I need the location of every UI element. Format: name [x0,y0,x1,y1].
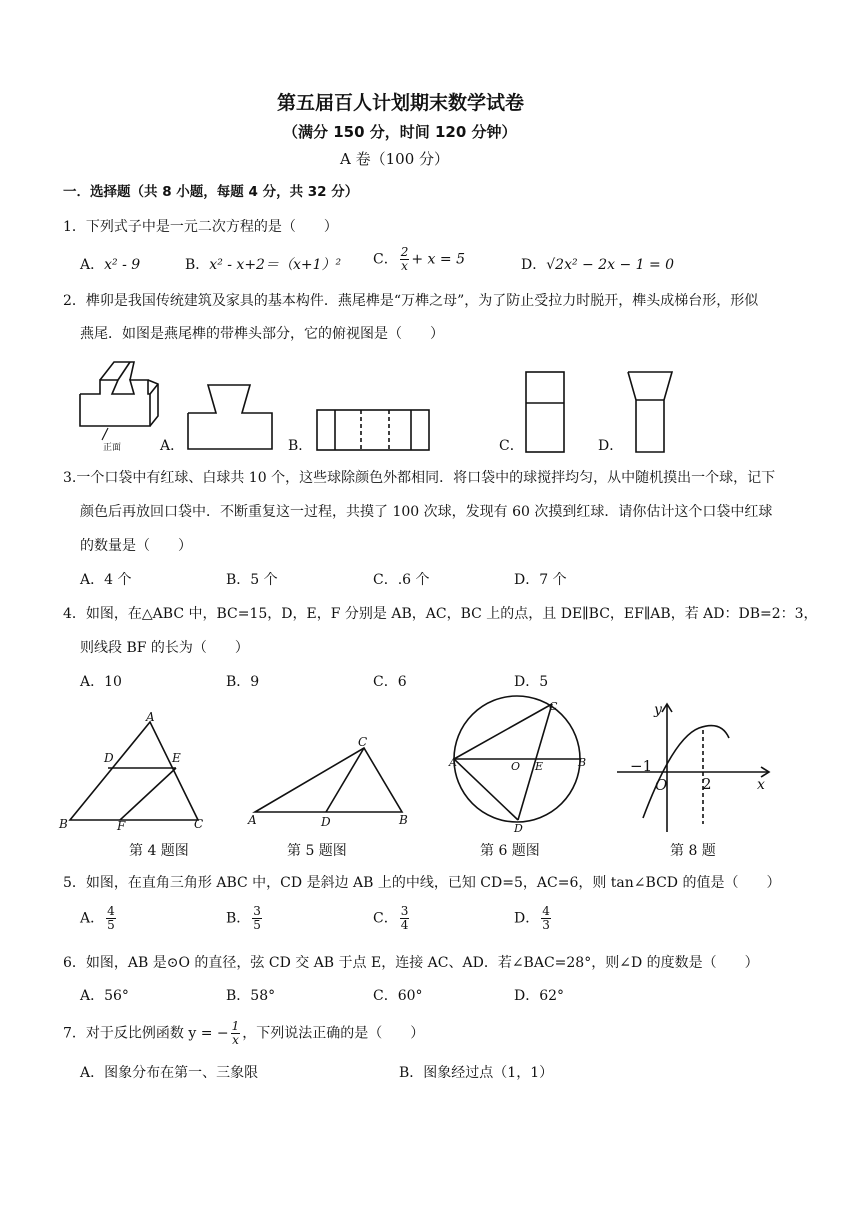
q2-option-b-figure [315,408,435,453]
fig4-label-d: D [104,751,114,765]
exam-title: 第五届百人计划期末数学试卷 [277,92,525,114]
q7-stem-post: ，下列说法正确的是（ ） [242,1025,425,1042]
fig5-label-d: D [321,815,331,829]
dovetail-3d-figure [78,358,158,448]
figure-4-caption: 第 4 题图 [129,843,189,859]
fig6-label-b: B [578,756,587,769]
figure-4-triangle [60,708,230,838]
exam-subtitle: （满分 150 分，时间 120 分钟） [283,123,517,141]
q2-option-a-figure [186,383,276,453]
fig6-label-e: E [535,760,544,773]
q5-b-den: 5 [253,918,261,932]
q5-b-label: B． [226,910,251,927]
q7-stem-pre: 7．对于反比例函数 y = − [63,1025,229,1042]
q5-c-label: C． [373,910,398,927]
q2-option-c-figure [524,370,569,455]
fig4-label-a: A [146,710,155,724]
volume-label: A 卷（100 分） [340,150,449,168]
q2-option-d-figure [626,370,676,455]
q3-option-d: D．7 个 [514,572,567,588]
q4-option-c: C．6 [373,674,407,690]
q2-line1: 2．榫卯是我国传统建筑及家具的基本构件．燕尾榫是“万榫之母”，为了防止受拉力时脱开，榫头成梯台形，形似 [63,293,759,309]
q5-b-num: 3 [253,904,261,918]
q2-option-b-label: B． [288,438,313,454]
q1-c-den: x [401,259,408,273]
q4-option-b: B．9 [226,674,260,690]
q5-b-fraction [252,905,262,932]
figure-5-caption: 第 5 题图 [287,843,347,859]
fig4-label-e: E [172,751,181,765]
q4-option-a: A．10 [80,674,122,690]
q5-d-num: 4 [542,904,550,918]
q2-line2: 燕尾．如图是燕尾榫的带榫头部分，它的俯视图是（ ） [80,326,444,342]
q2-option-d-label: D． [598,438,624,454]
fig8-label-neg1: −1 [630,757,653,775]
q5-option-c [373,905,411,932]
q6-option-d: D．62° [514,988,565,1004]
q1-c-rest: + x = 5 [411,251,465,268]
q6-option-b: B．58° [226,988,276,1004]
q6-option-a: A．56° [80,988,129,1004]
q1-option-d [521,256,674,274]
fig6-label-a: A [449,756,457,769]
q4-line2: 则线段 BF 的长为（ ） [80,640,249,656]
front-view-label: 正面 [103,443,122,453]
q4-line1: 4．如图，在△ABC 中，BC=15，D，E，F 分别是 AB，AC，BC 上的点，且 DE∥BC，EF∥AB，若 AD：DB=2：3， [63,606,818,622]
q1-b-text: x² - x+2＝（x+1）² [209,257,342,273]
q3-option-a: A．4 个 [80,572,132,588]
section-heading: 一．选择题（共 8 小题，每题 4 分，共 32 分） [63,184,359,200]
q3-line1: 3.一个口袋中有红球、白球共 10 个，这些球除颜色外都相同．将口袋中的球搅拌均匀，从中随机摸出一个球，记下 [63,470,776,486]
fig4-label-f: F [117,819,126,833]
q1-option-c [373,246,465,273]
q5-stem: 5．如图，在直角三角形 ABC 中，CD 是斜边 AB 上的中线，已知 CD=5，AC=6，则 tan∠BCD 的值是（ ） [63,875,781,891]
q7-den: x [232,1033,239,1047]
q5-option-d [514,905,553,932]
q7-option-a: A．图象分布在第一、三象限 [80,1065,259,1081]
q1-option-a [80,256,140,274]
q1-d-label: D． [521,257,547,273]
fig6-label-d: D [514,822,523,835]
q1-c-label: C． [373,251,398,268]
q1-b-label: B． [185,257,210,273]
q1-a-text: x² - 9 [104,257,141,273]
q3-option-c: C．.6 个 [373,572,430,588]
q7-fraction [231,1020,241,1047]
fig5-label-b: B [399,813,408,827]
figure-8-caption: 第 8 题 [670,843,716,859]
q3-line2: 颜色后再放回口袋中．不断重复这一过程，共摸了 100 次球，发现有 60 次摸到红球．请你估计这个口袋中红球 [80,504,773,520]
q2-option-c-label: C． [499,438,524,454]
q6-stem: 6．如图，AB 是⊙O 的直径，弦 CD 交 AB 于点 E，连接 AC、AD．若∠BAC=28°，则∠D 的度数是（ ） [63,955,759,971]
q1-a-label: A． [80,257,105,273]
fig8-label-2: 2 [702,775,712,793]
q3-line3: 的数量是（ ） [80,538,192,554]
q5-d-label: D． [514,910,540,927]
q5-option-a [80,905,118,932]
q7-num: 1 [231,1019,240,1033]
figure-6-caption: 第 6 题图 [480,843,540,859]
q1-stem: 1．下列式子中是一元二次方程的是（ ） [63,219,338,235]
fig6-label-o: O [511,760,521,773]
q1-c-num: 2 [400,245,409,259]
q5-d-fraction [541,905,551,932]
q5-c-den: 4 [400,918,409,932]
q5-a-label: A． [80,910,105,927]
fig8-label-y: y [654,702,662,718]
q5-option-b [226,905,264,932]
fig4-label-b: B [59,817,68,831]
q1-option-b [185,256,341,274]
q5-c-num: 3 [400,904,409,918]
fig5-label-a: A [248,813,257,827]
fig4-label-c: C [194,817,204,831]
fig6-label-c: C [549,700,558,713]
fig8-label-x: x [757,777,765,793]
q5-a-den: 5 [107,918,115,932]
q3-option-b: B．5 个 [226,572,278,588]
q5-a-num: 4 [107,904,115,918]
q5-d-den: 3 [542,918,550,932]
q1-c-fraction [400,246,410,273]
q6-option-c: C．60° [373,988,423,1004]
q1-d-text: √2x² − 2x − 1 = 0 [546,257,675,273]
fig8-label-origin: O [655,776,668,794]
q7-option-b: B．图象经过点（1，1） [399,1065,554,1081]
q7-stem [63,1020,424,1047]
q2-option-a-label: A． [160,438,185,454]
q5-c-fraction [400,905,410,932]
q5-a-fraction [106,905,116,932]
figure-5-triangle [250,740,420,830]
fig5-label-c: C [358,735,368,749]
q4-option-d: D．5 [514,674,549,690]
